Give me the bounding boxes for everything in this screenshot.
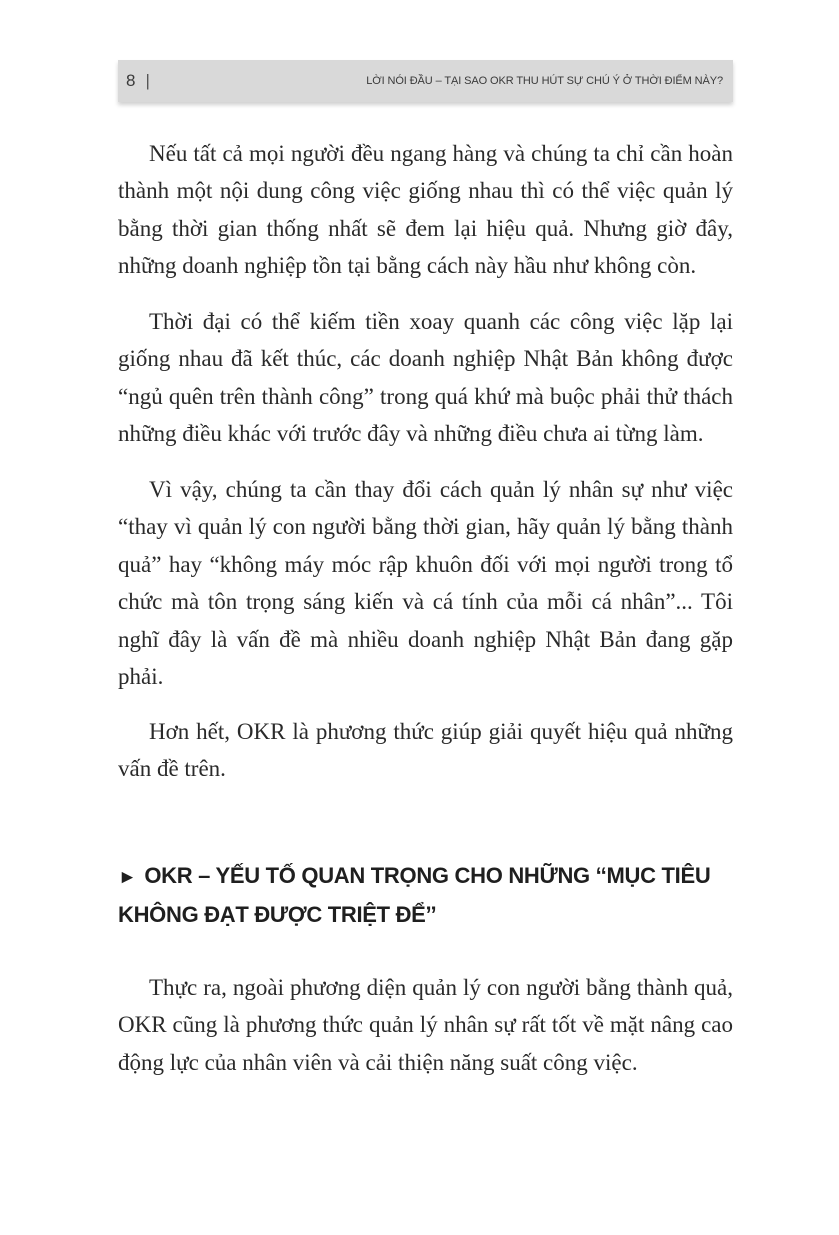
paragraph-2 (118, 303, 733, 453)
triangle-bullet-icon: ► (118, 867, 137, 888)
paragraph-text: Hơn hết, OKR là phương thức giúp giải quyết hiệu quả những vấn đề trên. (118, 719, 733, 782)
page-header (118, 60, 733, 102)
paragraph-1 (118, 135, 733, 285)
page-number-group (126, 71, 150, 91)
header-separator: | (145, 71, 150, 90)
section-heading-text: OKR – YẾU TỐ QUAN TRỌNG CHO NHỮNG ‘‘MỤC TIÊU KHÔNG ĐẠT ĐƯỢC TRIỆT ĐỂ’’ (118, 863, 711, 927)
page-number: 8 (126, 71, 136, 90)
paragraph-3 (118, 471, 733, 695)
paragraph-text: Thời đại có thể kiếm tiền xoay quanh các công việc lặp lại giống nhau đã kết thúc, các doanh nghiệp Nhật Bản không được “ngủ quên trên thành công” trong quá khứ mà buộc phải thử thách những điều khác với trước đây và những điều chưa ai từng làm. (118, 309, 733, 447)
running-title: LỜI NÓI ĐẦU – TẠI SAO OKR THU HÚT SỰ CHÚ Ý Ở THỜI ĐIỂM NÀY? (366, 75, 723, 87)
section-heading (118, 857, 733, 933)
paragraph-text: Vì vậy, chúng ta cần thay đổi cách quản lý nhân sự như việc “thay vì quản lý con người bằng thời gian, hãy quản lý bằng thành quả” hay “không máy móc rập khuôn đối với mọi người trong tổ chức mà tôn trọng sáng kiến và cá tính của mỗi cá nhân”... Tôi nghĩ đây là vấn đề mà nhiều doanh nghiệp Nhật Bản đang gặp phải. (118, 477, 733, 690)
section-paragraph (118, 969, 733, 1081)
paragraph-text: Nếu tất cả mọi người đều ngang hàng và chúng ta chỉ cần hoàn thành một nội dung công việc giống nhau thì có thể việc quản lý bằng thời gian thống nhất sẽ đem lại hiệu quả. Nhưng giờ đây, những doanh nghiệp tồn tại bằng cách này hầu như không còn. (118, 141, 733, 279)
paragraph-4 (118, 713, 733, 788)
paragraph-text: Thực ra, ngoài phương diện quản lý con người bằng thành quả, OKR cũng là phương thức quản lý nhân sự rất tốt về mặt nâng cao động lực của nhân viên và cải thiện năng suất công việc. (118, 975, 733, 1075)
